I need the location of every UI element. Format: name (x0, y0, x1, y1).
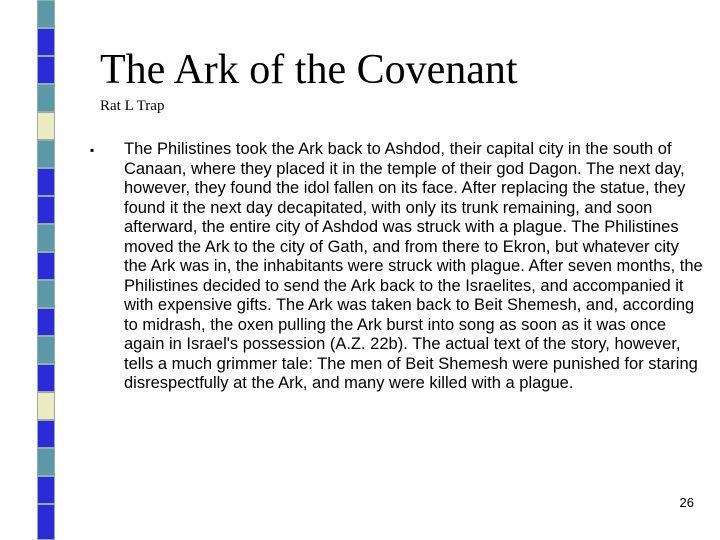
slide-body-text: The Philistines took the Ark back to Ashdod, their capital city in the south of Canaan, where they placed it in the temple of their god Dagon. The next day, however, they found the idol fallen on its face. After replacing the statue, they found it the next day decapitated, with only its trunk remaining, and soon afterward, the entire city of Ashdod was struck with a plague. The Philistines moved the Ark to the city of Gath, and from there to Ekron, but whatever city the Ark was in, the inhabitants were struck with plague. After seven months, the Philistines decided to send the Ark back to the Israelites, and accompanied it with expensive gifts. The Ark was taken back to Beit Shemesh, and, according to midrash, the oxen pulling the Ark burst into song as soon as it was once again in Israel's possession (A.Z. 22b). The actual text of the story, however, tells a much grimmer tale: The men of Beit Shemesh were punished for staring disrespectfully at the Ark, and many were killed with a plague. (124, 140, 703, 392)
page-number: 26 (679, 495, 694, 510)
slide-title: The Ark of the Covenant (100, 47, 518, 93)
bullet-marker-icon: ▪ (90, 143, 95, 157)
slide-subtitle: Rat L Trap (100, 98, 165, 114)
decorative-block-strip (0, 0, 60, 540)
